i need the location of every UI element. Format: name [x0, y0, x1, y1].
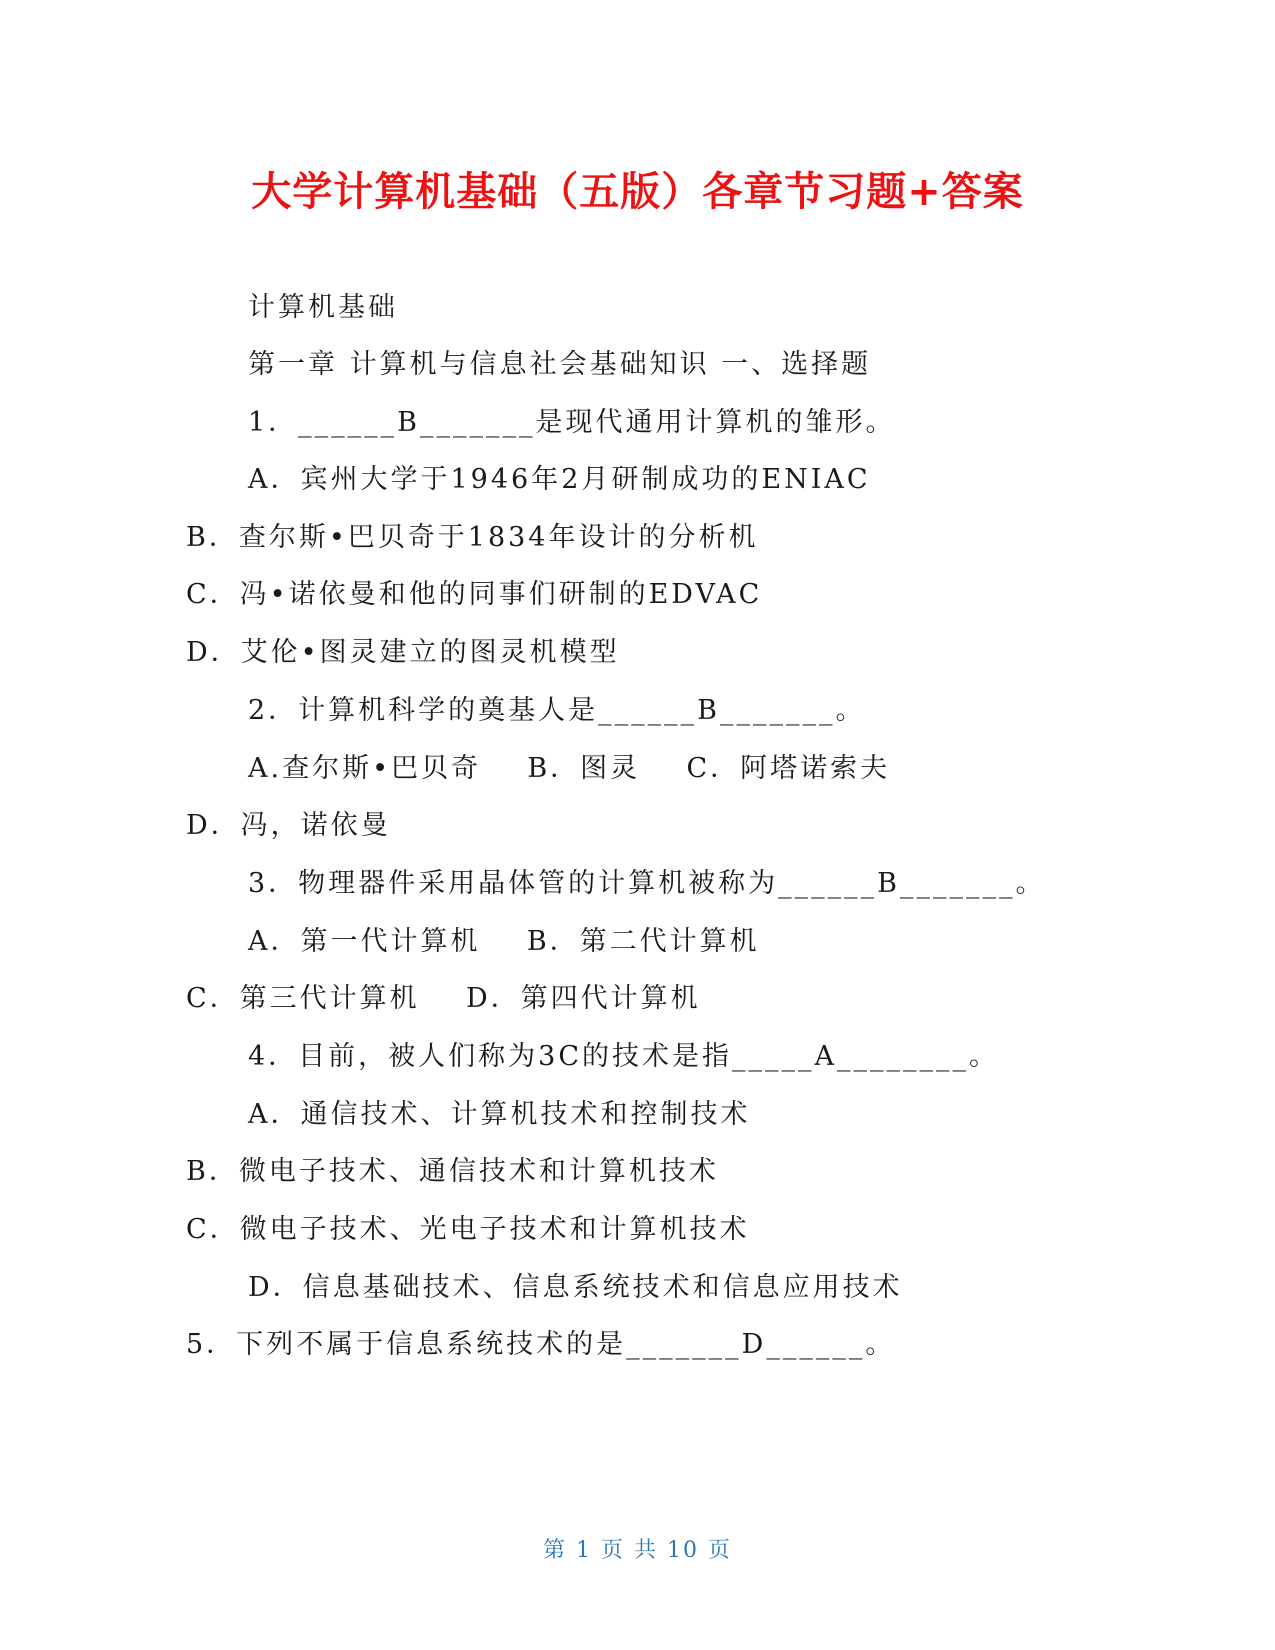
question-1: 1．______B_______是现代通用计算机的雏形。 — [248, 407, 896, 438]
question-2-options-abc: A.查尔斯•巴贝奇 B．图灵 C．阿塔诺索夫 — [248, 753, 891, 784]
question-1-option-b: B．查尔斯•巴贝奇于1834年设计的分析机 — [186, 522, 759, 553]
question-3-options-cd: C．第三代计算机 D．第四代计算机 — [186, 983, 701, 1014]
question-1-option-a: A．宾州大学于1946年2月研制成功的ENIAC — [248, 464, 871, 495]
question-1-option-c: C．冯•诺依曼和他的同事们研制的EDVAC — [186, 579, 763, 610]
document-title: 大学计算机基础（五版）各章节习题+答案 — [251, 169, 1024, 215]
question-4-option-c: C．微电子技术、光电子技术和计算机技术 — [186, 1214, 750, 1245]
chapter-heading: 第一章 计算机与信息社会基础知识 一、选择题 — [248, 349, 872, 380]
question-4-option-a: A．通信技术、计算机技术和控制技术 — [248, 1099, 751, 1130]
question-4-option-b: B．微电子技术、通信技术和计算机技术 — [186, 1156, 719, 1187]
question-2: 2．计算机科学的奠基人是______B_______。 — [248, 695, 866, 726]
question-3: 3．物理器件采用晶体管的计算机被称为______B_______。 — [248, 868, 1046, 899]
section-heading: 计算机基础 — [248, 292, 398, 323]
question-5: 5．下列不属于信息系统技术的是_______D______。 — [186, 1329, 896, 1360]
question-4: 4．目前，被人们称为3C的技术是指_____A________。 — [248, 1041, 1000, 1072]
question-4-option-d: D．信息基础技术、信息系统技术和信息应用技术 — [248, 1272, 903, 1303]
question-2-option-d: D．冯，诺依曼 — [186, 810, 391, 841]
question-3-options-ab: A．第一代计算机 B．第二代计算机 — [248, 926, 760, 957]
page-number-footer: 第 1 页 共 10 页 — [543, 1538, 732, 1563]
question-1-option-d: D．艾伦•图灵建立的图灵机模型 — [186, 637, 620, 668]
